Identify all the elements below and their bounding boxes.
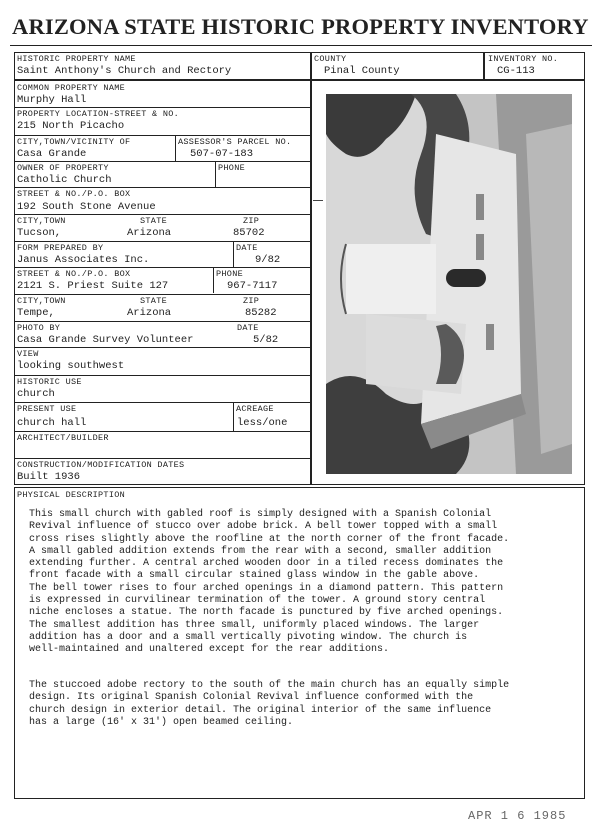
photo-side-window-2 (476, 234, 484, 260)
church-photograph (326, 94, 572, 474)
photo-by-label: PHOTO BY (17, 323, 61, 333)
owner-city-label: CITY,TOWN (17, 216, 66, 226)
property-form (14, 80, 311, 485)
common-name-value: Murphy Hall (17, 94, 87, 106)
architect-label: ARCHITECT/BUILDER (17, 433, 109, 443)
preparer-phone-value: 967-7117 (227, 280, 278, 292)
city-vicinity-label: CITY,TOWN/VICINITY OF (17, 137, 131, 147)
photo-date-label: DATE (237, 323, 259, 333)
owner-street-label: STREET & NO./P.O. BOX (17, 189, 131, 199)
photo-side-window-3 (486, 324, 494, 350)
preparer-state-value: Arizona (127, 307, 172, 319)
owner-street-value: 192 South Stone Avenue (17, 201, 156, 213)
received-date-stamp: APR 1 6 1985 (468, 809, 567, 823)
prepared-date-value: 9/82 (255, 254, 281, 266)
owner-label: OWNER OF PROPERTY (17, 163, 109, 173)
county-box (311, 52, 484, 80)
owner-value: Catholic Church (17, 174, 112, 186)
historic-use-value: church (17, 388, 55, 400)
preparer-phone-label: PHONE (216, 269, 244, 279)
physical-description-heading: PHYSICAL DESCRIPTION (17, 490, 126, 500)
preparer-zip-value: 85282 (245, 307, 277, 319)
city-vicinity-value: Casa Grande (17, 148, 87, 160)
acreage-label: ACREAGE (236, 404, 274, 414)
prepared-date-label: DATE (236, 243, 258, 253)
common-name-label: COMMON PROPERTY NAME (17, 83, 126, 93)
historic-use-label: HISTORIC USE (17, 377, 82, 387)
photo-bell-tower (346, 244, 436, 314)
owner-phone-label: PHONE (218, 163, 246, 173)
physical-description-box (14, 487, 585, 799)
assessor-label: ASSESSOR'S PARCEL NO. (178, 137, 292, 147)
historic-name-value: Saint Anthony's Church and Rectory (17, 65, 232, 77)
location-label: PROPERTY LOCATION-STREET & NO. (17, 109, 180, 119)
photo-date-value: 5/82 (253, 334, 279, 346)
owner-zip-value: 85702 (233, 227, 265, 239)
county-label: COUNTY (314, 54, 347, 64)
inventory-value: CG-113 (497, 65, 535, 77)
prepared-by-label: FORM PREPARED BY (17, 243, 104, 253)
title-rule (10, 45, 592, 46)
historic-name-box (14, 52, 311, 80)
construction-value: Built 1936 (17, 471, 81, 483)
prepared-by-value: Janus Associates Inc. (17, 254, 150, 266)
preparer-city-label: CITY,TOWN (17, 296, 66, 306)
photo-side-window-1 (476, 194, 484, 220)
present-use-value: church hall (17, 417, 87, 429)
inventory-label: INVENTORY NO. (488, 54, 559, 64)
historic-name-label: HISTORIC PROPERTY NAME (17, 54, 136, 64)
preparer-zip-label: ZIP (243, 296, 260, 306)
present-use-label: PRESENT USE (17, 404, 77, 414)
location-value: 215 North Picacho (17, 120, 125, 132)
preparer-street-label: STREET & NO./P.O. BOX (17, 269, 131, 279)
photo-arched-opening (446, 269, 486, 287)
photo-by-value: Casa Grande Survey Volunteer (17, 334, 194, 346)
county-value: Pinal County (324, 65, 400, 77)
description-paragraph-1: This small church with gabled roof is simply designed with a Spanish Colonial Revival influence of stucco over adobe brick. A bell tower topped with a small cross rises slightly above the roofline at the north corner of the front facade. A small gabled addition extends from the rear with a second, smaller addition extending further. A central arched wooden door in a tiled recess dominates the front facade with a small circular stained glass window in the gable above. The bell tower rises to four arched openings in a diamond pattern. This pattern is expressed in curvilinear termination of the tower. A ground story central niche encloses a statue. The north facade is punctured by five arched openings. The smallest addition has three small, uniformly placed windows. The larger addition has a door and a small vertically pivoting window. The church is well-maintained and unaltered except for the rear additions. (29, 509, 510, 656)
preparer-state-label: STATE (140, 296, 168, 306)
description-paragraph-2: The stuccoed adobe rectory to the south of the main church has an equally simple design. Its original Spanish Colonial Revival influence conformed with the church design in exterior detail. The original interior of the same influence has a large (16' x 31') open beamed ceiling. (29, 680, 510, 728)
construction-label: CONSTRUCTION/MODIFICATION DATES (17, 460, 185, 470)
owner-state-value: Arizona (127, 227, 172, 239)
owner-zip-label: ZIP (243, 216, 260, 226)
owner-state-label: STATE (140, 216, 168, 226)
photo-tick-mark (313, 200, 323, 201)
preparer-city-value: Tempe, (17, 307, 55, 319)
inventory-box (484, 52, 585, 80)
view-value: looking southwest (17, 360, 125, 372)
form-title: ARIZONA STATE HISTORIC PROPERTY INVENTORY (12, 14, 589, 39)
view-label: VIEW (17, 349, 39, 359)
owner-city-value: Tucson, (17, 227, 62, 239)
preparer-street-value: 2121 S. Priest Suite 127 (17, 280, 169, 292)
assessor-value: 507-07-183 (190, 148, 254, 160)
acreage-value: less/one (237, 417, 288, 429)
